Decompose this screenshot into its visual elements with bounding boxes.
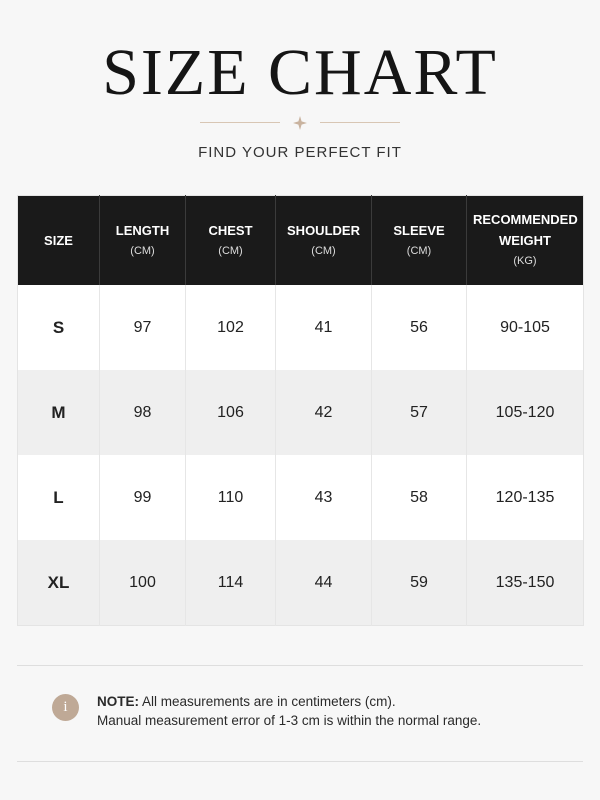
note-label: NOTE: (97, 694, 139, 709)
length-cell: 99 (100, 455, 186, 540)
note-divider-top (17, 665, 583, 666)
chest-cell: 106 (186, 370, 276, 455)
table-row (18, 285, 584, 370)
sparkle-icon (291, 116, 309, 130)
header-unit: (CM) (130, 244, 155, 257)
header-unit: (KG) (513, 255, 537, 267)
divider-line-right (320, 122, 400, 123)
header-length: LENGTH (CM) (100, 196, 186, 286)
sleeve-cell: 59 (372, 540, 467, 626)
note-line-2: Manual measurement error of 1-3 cm is within the normal range. (97, 713, 482, 728)
page-subtitle: FIND YOUR PERFECT FIT (198, 144, 402, 161)
size-cell: XL (18, 540, 100, 626)
chest-cell: 102 (186, 285, 276, 370)
chest-cell: 114 (186, 540, 276, 626)
shoulder-cell: 42 (276, 370, 372, 455)
info-icon: i (52, 694, 79, 721)
length-cell: 100 (100, 540, 186, 626)
shoulder-cell: 41 (276, 285, 372, 370)
header-sleeve: SLEEVE (CM) (372, 196, 467, 286)
header-unit: (CM) (311, 244, 336, 257)
size-cell: M (18, 370, 100, 455)
table-row (18, 370, 584, 455)
note-line-1: All measurements are in centimeters (cm). (142, 694, 396, 709)
shoulder-cell: 43 (276, 455, 372, 540)
header-chest: CHEST (CM) (186, 196, 276, 286)
length-cell: 97 (100, 285, 186, 370)
weight-cell: 90-105 (467, 285, 584, 370)
table-row (18, 455, 584, 540)
header-shoulder: SHOULDER (CM) (276, 196, 372, 286)
weight-cell: 135-150 (467, 540, 584, 626)
table-row (18, 540, 584, 626)
sleeve-cell: 58 (372, 455, 467, 540)
note-text (97, 692, 577, 730)
size-chart-table (17, 195, 584, 626)
page-title: SIZE CHART (102, 36, 498, 109)
chest-cell: 110 (186, 455, 276, 540)
weight-cell: 120-135 (467, 455, 584, 540)
size-cell: L (18, 455, 100, 540)
sleeve-cell: 57 (372, 370, 467, 455)
sleeve-cell: 56 (372, 285, 467, 370)
header-size: SIZE (18, 196, 100, 286)
divider-line-left (200, 122, 280, 123)
header-recommended-weight: RECOMMENDED WEIGHT (KG) (467, 196, 584, 286)
size-cell: S (18, 285, 100, 370)
title-divider (200, 116, 400, 130)
header-unit: (CM) (218, 244, 243, 257)
header-unit: (CM) (406, 244, 432, 257)
note-divider-bottom (17, 761, 583, 762)
weight-cell: 105-120 (467, 370, 584, 455)
length-cell: 98 (100, 370, 186, 455)
shoulder-cell: 44 (276, 540, 372, 626)
table-header-row (18, 196, 584, 286)
